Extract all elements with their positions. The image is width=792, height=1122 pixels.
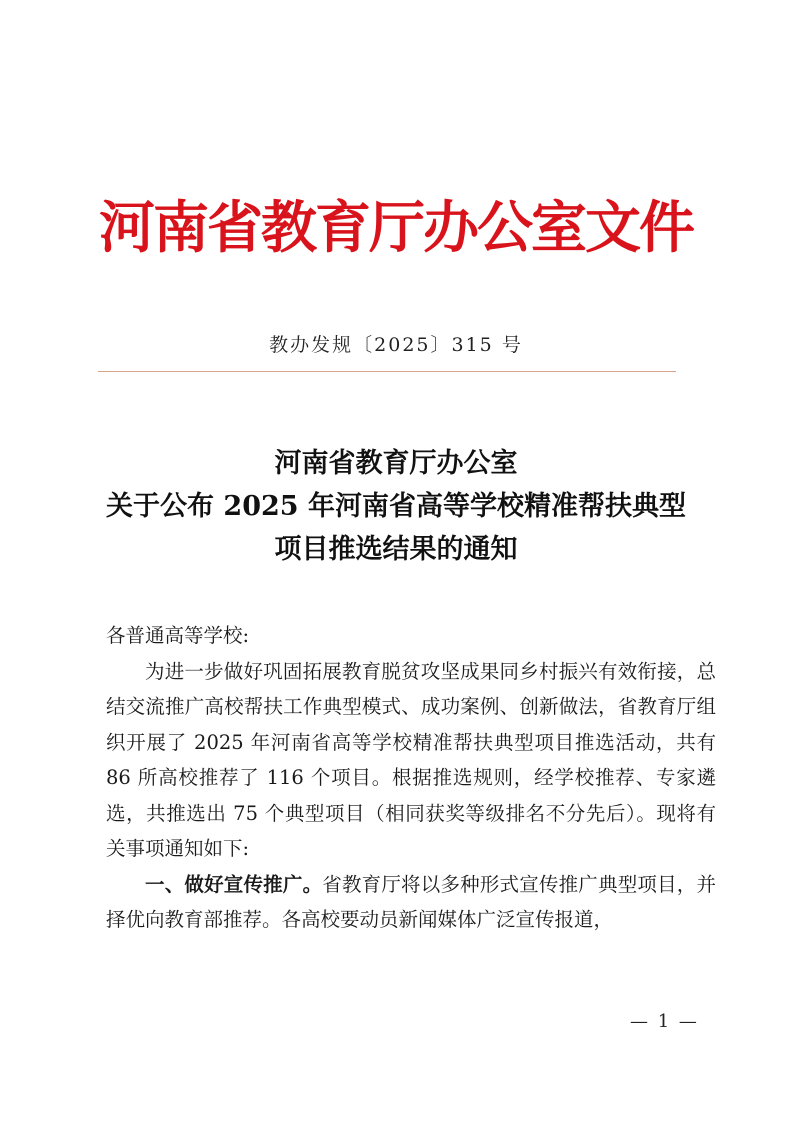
- section-1-text: 省教育厅将以多种形式宣传推广典型项目，并择优向教育部推荐。各高校要动员新闻媒体广泛宣传报道，: [106, 872, 716, 931]
- header-divider: [98, 371, 676, 372]
- notice-title-line-1: 河南省教育厅办公室: [274, 448, 518, 479]
- notice-title-line-3: 项目推选结果的通知: [274, 534, 518, 565]
- page-number: — 1 —: [630, 1011, 699, 1032]
- masthead-title: 河南省教育厅办公室文件: [99, 195, 693, 261]
- notice-title: [60, 442, 732, 571]
- intro-paragraph: 为进一步做好巩固拓展教育脱贫攻坚成果同乡村振兴有效衔接，总结交流推广高校帮扶工作典型模式、成功案例、创新做法，省教育厅组织开展了 2025 年河南省高等学校精准帮扶典型项目推选活动，共有 86 所高校推荐了 116 个项目。根据推选规则，经学校推荐、专家遴选，共推选出 75 个典型项目（相同获奖等级排名不分先后）。现将有关事项通知如下:: [106, 659, 716, 860]
- notice-body: [106, 618, 716, 938]
- section-1-paragraph: [106, 867, 716, 938]
- notice-title-line-2: 关于公布 2025 年河南省高等学校精准帮扶典型: [106, 491, 686, 522]
- document-number: 教办发规〔2025〕315 号: [269, 334, 523, 356]
- section-1-heading: 一、做好宣传推广。: [145, 872, 323, 896]
- salutation: 各普通高等学校:: [106, 624, 250, 647]
